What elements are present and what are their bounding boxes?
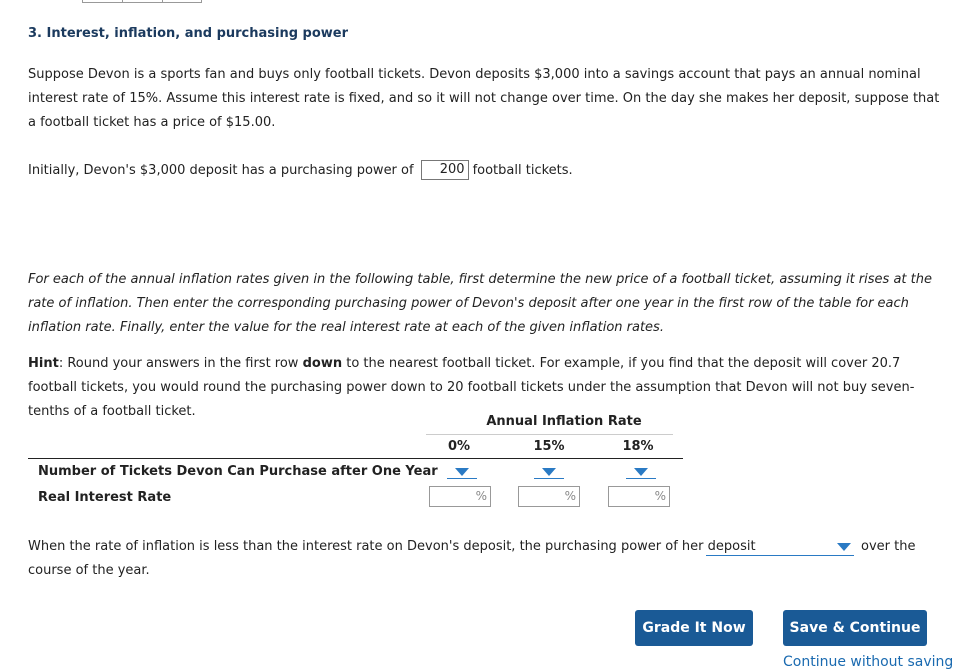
row-label-tickets: Number of Tickets Devon Can Purchase after One Year [38, 464, 438, 479]
percent-suffix: % [564, 489, 576, 503]
conclusion-before: When the rate of inflation is less than the interest rate on Devon's deposit, the purchasing power of her deposit [28, 539, 756, 554]
header-rule [28, 458, 683, 459]
question-title: 3. Interest, inflation, and purchasing power [28, 26, 349, 41]
percent-suffix: % [475, 489, 487, 503]
initial-tickets-input[interactable]: 200 [421, 160, 469, 180]
column-header-15pct: 15% [533, 439, 565, 454]
hint-text-1: : Round your answers in the first row [58, 356, 303, 371]
conclusion-after-second: course of the year. [28, 563, 150, 578]
grade-it-now-button[interactable]: Grade It Now [635, 610, 753, 646]
instructions: For each of the annual inflation rates given in the following table, first determine the new price of a football ticket, assuming it rises at the rate of inflation. Then enter the corresponding purchasing power of Devon's deposit after one year in the first row of the table for each inflation rate. Finally, enter the value for the real interest rate at each of the given inflation rates. [28, 272, 932, 335]
dropdown-underline [447, 478, 477, 479]
dropdown-underline [534, 478, 564, 479]
real-rate-input-15pct[interactable] [518, 486, 580, 507]
chevron-down-icon [837, 543, 851, 551]
chevron-down-icon [542, 468, 556, 476]
table-caption: Annual Inflation Rate [486, 414, 642, 429]
continue-without-saving-link[interactable]: Continue without saving [783, 654, 954, 670]
box-divider [122, 0, 123, 2]
dropdown-underline [626, 478, 656, 479]
initial-label: Initially, Devon's $3,000 deposit has a purchasing power of [28, 162, 414, 178]
hint-label: Hint [28, 356, 59, 371]
column-header-0pct: 0% [447, 439, 471, 454]
chevron-down-icon [634, 468, 648, 476]
purchasing-power-dropdown[interactable] [706, 541, 854, 556]
hint-text-2: to the nearest football ticket. For example, if you find that the deposit will cover 20.7 football tickets, you would round the purchasing power down to 20 football tickets under the assumption that Devon will not buy seven-tenths of a football ticket. [28, 356, 915, 419]
save-continue-button[interactable]: Save & Continue [783, 610, 927, 646]
chevron-down-icon [455, 468, 469, 476]
box-divider [162, 0, 163, 2]
inflation-table [28, 414, 688, 514]
conclusion-after-first: over the [861, 539, 916, 554]
initial-purchasing-power-line [28, 160, 573, 180]
previous-answer-box [82, 0, 202, 3]
caption-rule [426, 434, 673, 435]
percent-suffix: % [654, 489, 666, 503]
real-rate-input-0pct[interactable] [429, 486, 491, 507]
initial-unit: football tickets. [472, 162, 573, 178]
hint-emphasis: down [302, 356, 343, 371]
row-label-real-rate: Real Interest Rate [38, 490, 172, 505]
column-header-18pct: 18% [622, 439, 654, 454]
question-intro: Suppose Devon is a sports fan and buys only football tickets. Devon deposits $3,000 into a savings account that pays an annual nominal interest rate of 15%. Assume this interest rate is fixed, and so it will not change over time. On the day she makes her deposit, suppose that a football ticket has a price of $15.00. [28, 67, 940, 130]
real-rate-input-18pct[interactable] [608, 486, 670, 507]
